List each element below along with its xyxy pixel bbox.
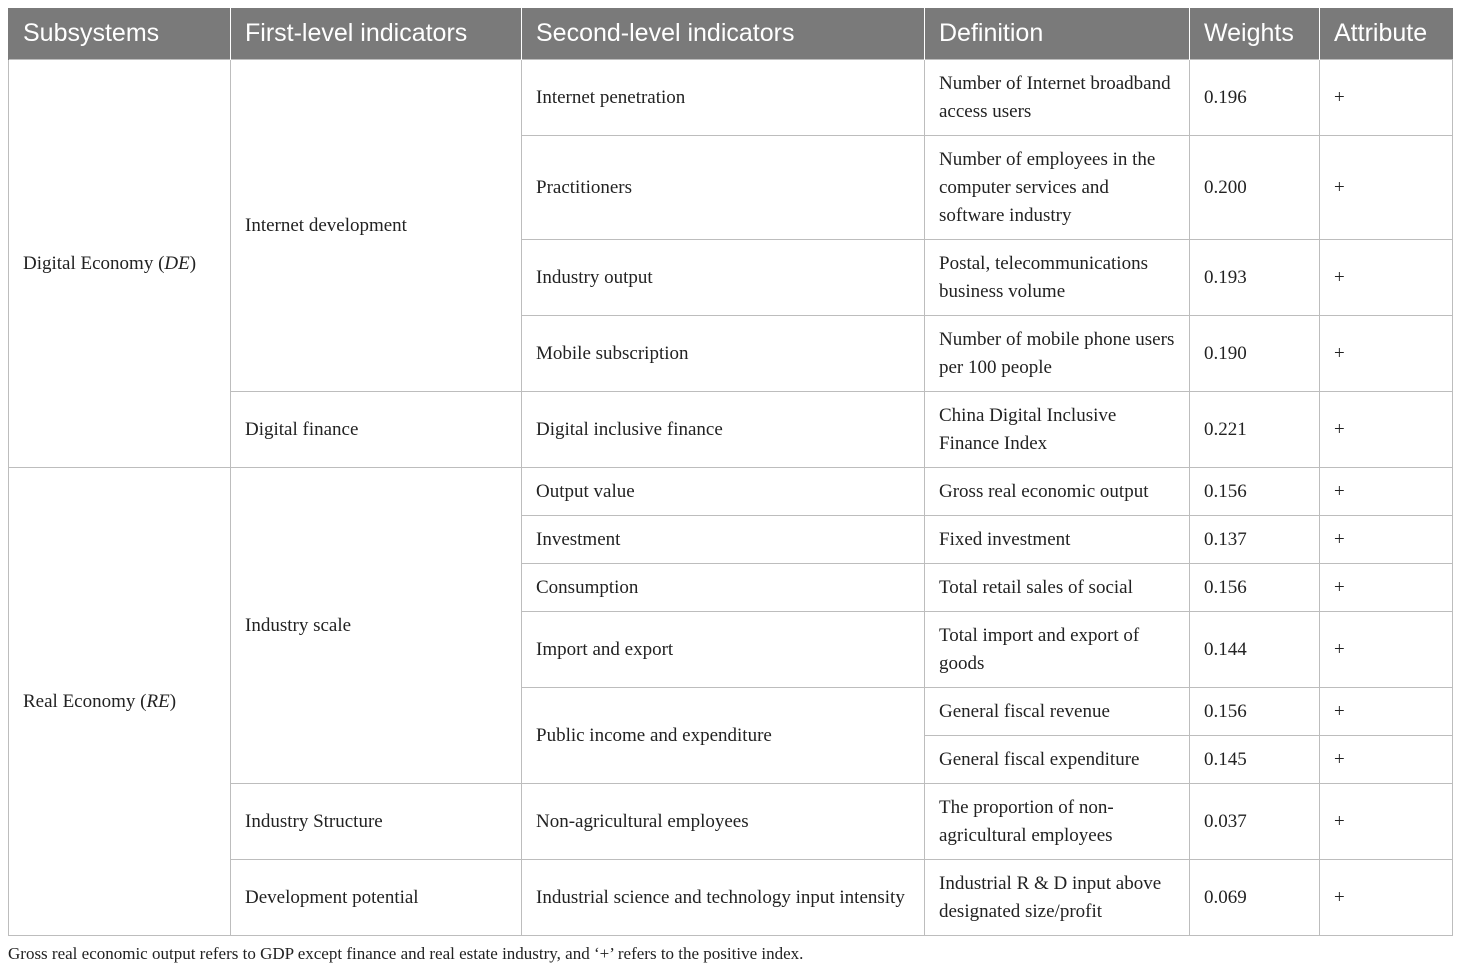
attribute-cell: +	[1320, 784, 1453, 860]
definition-cell: Total retail sales of social	[925, 564, 1190, 612]
attribute-cell: +	[1320, 468, 1453, 516]
attribute-cell: +	[1320, 60, 1453, 136]
weight-cell: 0.144	[1190, 612, 1320, 688]
weight-cell: 0.137	[1190, 516, 1320, 564]
subsystem-cell-real-economy	[9, 468, 231, 936]
indicator-table	[8, 8, 1453, 936]
second-level-cell: Consumption	[522, 564, 925, 612]
table-row	[9, 468, 1453, 516]
attribute-cell: +	[1320, 240, 1453, 316]
definition-cell: Total import and export of goods	[925, 612, 1190, 688]
weight-cell: 0.190	[1190, 316, 1320, 392]
attribute-cell: +	[1320, 860, 1453, 936]
subsystem-label: Digital Economy (	[23, 252, 165, 274]
definition-cell: General fiscal revenue	[925, 688, 1190, 736]
weight-cell: 0.156	[1190, 564, 1320, 612]
definition-cell: Gross real economic output	[925, 468, 1190, 516]
second-level-cell: Industrial science and technology input intensity	[522, 860, 925, 936]
second-level-cell: Mobile subscription	[522, 316, 925, 392]
header-first-level-indicators: First-level indicators	[231, 8, 522, 60]
second-level-cell: Import and export	[522, 612, 925, 688]
header-attribute: Attribute	[1320, 8, 1453, 60]
definition-cell: Number of employees in the computer services and software industry	[925, 136, 1190, 240]
attribute-cell: +	[1320, 392, 1453, 468]
second-level-cell: Digital inclusive finance	[522, 392, 925, 468]
weight-cell: 0.069	[1190, 860, 1320, 936]
first-level-industry-structure: Industry Structure	[231, 784, 522, 860]
subsystem-close: )	[189, 252, 197, 274]
attribute-cell: +	[1320, 612, 1453, 688]
weight-cell: 0.145	[1190, 736, 1320, 784]
header-second-level-indicators: Second-level indicators	[522, 8, 925, 60]
definition-cell: Fixed investment	[925, 516, 1190, 564]
table-row	[9, 60, 1453, 136]
definition-cell: Industrial R & D input above designated size/profit	[925, 860, 1190, 936]
weight-cell: 0.193	[1190, 240, 1320, 316]
subsystem-abbr: RE	[146, 690, 170, 712]
first-level-development-potential: Development potential	[231, 860, 522, 936]
weight-cell: 0.037	[1190, 784, 1320, 860]
second-level-cell: Non-agricultural employees	[522, 784, 925, 860]
header-definition: Definition	[925, 8, 1190, 60]
table-footnote: Gross real economic output refers to GDP except finance and real estate industry, and ‘+’ refers to the positive index.	[8, 944, 804, 963]
first-level-digital-finance: Digital finance	[231, 392, 522, 468]
subsystem-cell-digital-economy	[9, 60, 231, 468]
weight-cell: 0.196	[1190, 60, 1320, 136]
second-level-cell: Internet penetration	[522, 60, 925, 136]
table-header	[9, 8, 1453, 60]
attribute-cell: +	[1320, 136, 1453, 240]
attribute-cell: +	[1320, 688, 1453, 736]
header-row	[9, 8, 1453, 60]
attribute-cell: +	[1320, 736, 1453, 784]
definition-cell: General fiscal expenditure	[925, 736, 1190, 784]
second-level-cell: Industry output	[522, 240, 925, 316]
definition-cell: Postal, telecommunications business volume	[925, 240, 1190, 316]
subsystem-abbr: DE	[164, 252, 190, 274]
subsystem-close: )	[169, 690, 177, 712]
second-level-cell: Investment	[522, 516, 925, 564]
definition-cell: China Digital Inclusive Finance Index	[925, 392, 1190, 468]
definition-cell: The proportion of non-agricultural employees	[925, 784, 1190, 860]
weight-cell: 0.221	[1190, 392, 1320, 468]
header-subsystems: Subsystems	[9, 8, 231, 60]
attribute-cell: +	[1320, 516, 1453, 564]
weight-cell: 0.156	[1190, 688, 1320, 736]
second-level-cell: Public income and expenditure	[522, 688, 925, 784]
weight-cell: 0.156	[1190, 468, 1320, 516]
indicator-table-container	[8, 8, 1452, 936]
weight-cell: 0.200	[1190, 136, 1320, 240]
attribute-cell: +	[1320, 316, 1453, 392]
first-level-internet-development: Internet development	[231, 60, 522, 392]
first-level-industry-scale: Industry scale	[231, 468, 522, 784]
table-body	[9, 60, 1453, 936]
subsystem-label: Real Economy (	[23, 690, 147, 712]
definition-cell: Number of Internet broadband access users	[925, 60, 1190, 136]
second-level-cell: Output value	[522, 468, 925, 516]
header-weights: Weights	[1190, 8, 1320, 60]
definition-cell: Number of mobile phone users per 100 people	[925, 316, 1190, 392]
second-level-cell: Practitioners	[522, 136, 925, 240]
attribute-cell: +	[1320, 564, 1453, 612]
